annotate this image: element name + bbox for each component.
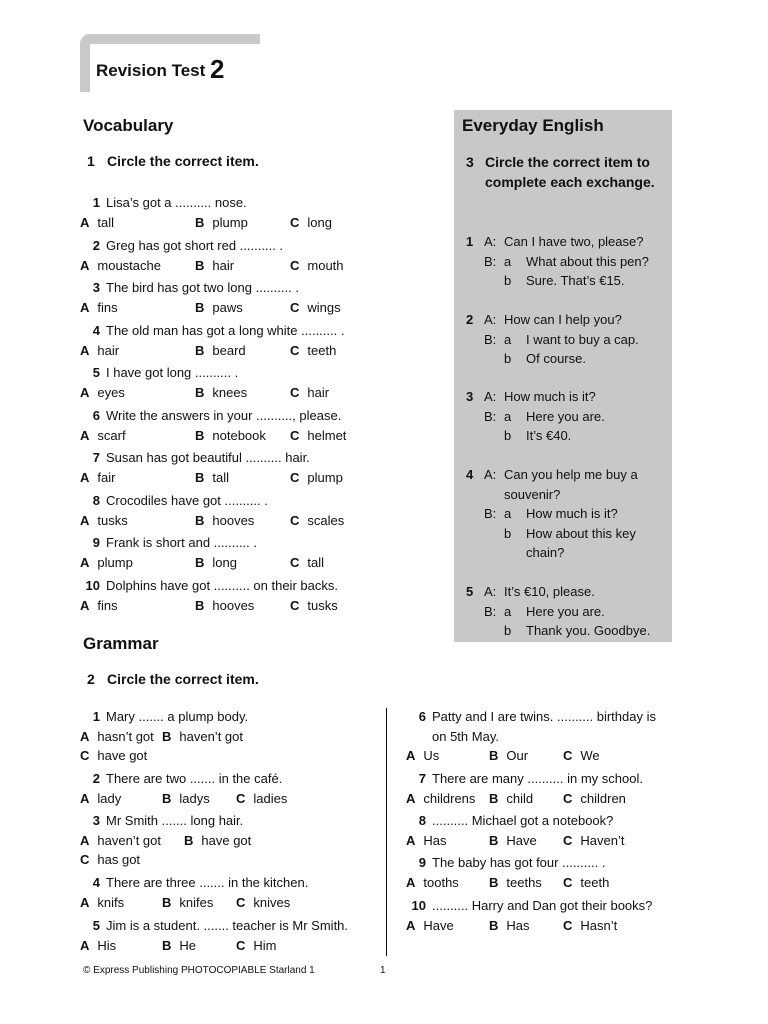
speaker-b-label: B: bbox=[484, 331, 497, 347]
response-option-b-letter: b bbox=[504, 351, 512, 367]
answer-option-c[interactable] bbox=[80, 850, 140, 870]
response-option-a-letter: a bbox=[504, 408, 512, 424]
question-text: Lisa’s got a .......... nose. bbox=[106, 195, 247, 210]
option-letter: C bbox=[290, 299, 300, 315]
answer-option-c[interactable] bbox=[563, 831, 624, 851]
answer-option-a[interactable] bbox=[406, 746, 439, 766]
option-letter: C bbox=[563, 832, 573, 848]
option-letter: C bbox=[80, 748, 90, 764]
response-option-a-letter: a bbox=[504, 331, 512, 347]
answer-option-b[interactable] bbox=[162, 727, 243, 747]
question-text: I have got long .......... . bbox=[106, 365, 239, 380]
answer-option-a[interactable] bbox=[80, 383, 125, 403]
grammar-instruction bbox=[87, 671, 259, 687]
speaker-b-label: B: bbox=[484, 506, 497, 522]
option-text: He bbox=[179, 937, 197, 953]
question-number: 8 bbox=[92, 493, 100, 508]
response-option-a-letter: a bbox=[504, 253, 512, 269]
option-text: Has bbox=[506, 917, 530, 933]
option-text: Have bbox=[423, 917, 454, 933]
question-item bbox=[80, 707, 380, 767]
question-text: Mary ....... a plump body. bbox=[106, 709, 249, 724]
answer-option-c[interactable] bbox=[290, 596, 338, 616]
question-text: There are two ....... in the café. bbox=[106, 771, 283, 786]
footer-page-number: 1 bbox=[380, 965, 386, 976]
response-option-a-text[interactable]: How much is it? bbox=[526, 506, 618, 522]
answer-option-b[interactable] bbox=[489, 916, 530, 936]
option-text: hooves bbox=[212, 597, 255, 613]
option-letter: A bbox=[80, 342, 90, 358]
question-text: The old man has got a long white .......... . bbox=[106, 323, 345, 338]
answer-option-b[interactable] bbox=[195, 596, 254, 616]
option-text: beard bbox=[212, 342, 246, 358]
option-letter: A bbox=[80, 728, 90, 744]
question-text: Mr Smith ....... long hair. bbox=[106, 813, 244, 828]
question-text: Jim is a student. ....... teacher is Mr Smith. bbox=[106, 918, 349, 933]
answer-option-c[interactable] bbox=[290, 383, 329, 403]
option-letter: B bbox=[162, 728, 172, 744]
option-text: haven’t got bbox=[179, 728, 243, 744]
option-letter: A bbox=[80, 512, 90, 528]
answer-option-c[interactable] bbox=[290, 553, 324, 573]
everyday-english-heading: Everyday English bbox=[462, 116, 604, 135]
question-number: 3 bbox=[92, 813, 100, 828]
option-text: tusks bbox=[307, 597, 338, 613]
option-letter: C bbox=[290, 214, 300, 230]
option-letter: C bbox=[290, 597, 300, 613]
question-text: .......... Harry and Dan got their books? bbox=[432, 898, 653, 913]
speaker-a-text: souvenir? bbox=[504, 486, 561, 502]
option-text: Has bbox=[423, 832, 447, 848]
page-title bbox=[96, 54, 224, 85]
answer-option-a[interactable] bbox=[80, 341, 119, 361]
response-option-b-letter: b bbox=[504, 623, 512, 639]
answer-option-c[interactable] bbox=[290, 298, 341, 318]
option-text: hasn’t got bbox=[97, 728, 154, 744]
response-option-a-text[interactable]: I want to buy a cap. bbox=[526, 331, 639, 347]
response-option-a-text[interactable]: What about this pen? bbox=[526, 253, 649, 269]
option-letter: B bbox=[489, 790, 499, 806]
response-option-b-letter: b bbox=[504, 428, 512, 444]
answer-option-b[interactable] bbox=[195, 256, 234, 276]
option-text: teeths bbox=[506, 874, 542, 890]
answer-option-a[interactable] bbox=[80, 511, 128, 531]
answer-option-c[interactable] bbox=[80, 746, 147, 766]
response-option-b-text[interactable]: Of course. bbox=[526, 351, 586, 367]
answer-option-b[interactable] bbox=[162, 936, 196, 956]
answer-option-c[interactable] bbox=[290, 468, 343, 488]
question-number: 5 bbox=[92, 918, 100, 933]
option-letter: C bbox=[290, 257, 300, 273]
question-text: The baby has got four .......... . bbox=[432, 855, 606, 870]
option-text: tall bbox=[212, 469, 230, 485]
exchange-number: 2 bbox=[466, 312, 474, 327]
answer-option-a[interactable] bbox=[80, 553, 133, 573]
answer-option-c[interactable] bbox=[290, 256, 344, 276]
option-letter: B bbox=[195, 384, 205, 400]
question-number: 4 bbox=[92, 323, 100, 338]
response-option-b-letter: b bbox=[504, 273, 512, 289]
question-text: Write the answers in your .........., please. bbox=[106, 408, 342, 423]
answer-option-b[interactable] bbox=[162, 789, 210, 809]
option-text: moustache bbox=[97, 257, 161, 273]
option-text: plump bbox=[212, 214, 248, 230]
option-text: have got bbox=[97, 748, 148, 764]
answer-option-a[interactable] bbox=[406, 789, 475, 809]
answer-option-a[interactable] bbox=[80, 256, 161, 276]
question-number: 2 bbox=[92, 238, 100, 253]
exchange-number: 5 bbox=[466, 584, 474, 599]
option-text: hair bbox=[212, 257, 235, 273]
option-text: knifs bbox=[97, 894, 125, 910]
answer-option-a[interactable] bbox=[80, 831, 161, 851]
answer-option-b[interactable] bbox=[195, 511, 254, 531]
question-text: Susan has got beautiful .......... hair. bbox=[106, 450, 310, 465]
answer-option-b[interactable] bbox=[195, 383, 247, 403]
question-text-continued: on 5th May. bbox=[432, 728, 499, 744]
option-letter: C bbox=[290, 342, 300, 358]
exchange-number: 4 bbox=[466, 467, 474, 482]
question-item bbox=[406, 896, 706, 956]
response-option-a-letter: a bbox=[504, 603, 512, 619]
option-letter: B bbox=[489, 874, 499, 890]
answer-option-a[interactable] bbox=[406, 873, 459, 893]
option-text: scales bbox=[307, 512, 345, 528]
answer-option-a[interactable] bbox=[80, 426, 126, 446]
column-divider bbox=[386, 708, 387, 956]
option-letter: B bbox=[489, 917, 499, 933]
footer-copyright: © Express Publishing PHOTOCOPIABLE Starland 1 bbox=[83, 965, 315, 976]
option-letter: A bbox=[80, 384, 90, 400]
question-number: 6 bbox=[418, 709, 426, 724]
option-text: notebook bbox=[212, 427, 266, 443]
option-letter: B bbox=[195, 427, 205, 443]
option-text: tooths bbox=[423, 874, 459, 890]
question-text: Frank is short and .......... . bbox=[106, 535, 257, 550]
question-text: Greg has got short red .......... . bbox=[106, 238, 284, 253]
question-text: There are three ....... in the kitchen. bbox=[106, 875, 309, 890]
instruction-text: Circle the correct item. bbox=[107, 153, 259, 169]
option-letter: A bbox=[80, 554, 90, 570]
answer-option-b[interactable] bbox=[489, 746, 528, 766]
answer-option-a[interactable] bbox=[80, 936, 116, 956]
answer-option-a[interactable] bbox=[80, 727, 154, 747]
option-letter: A bbox=[80, 832, 90, 848]
option-text: wings bbox=[307, 299, 341, 315]
vocabulary-instruction bbox=[87, 153, 259, 169]
option-letter: A bbox=[80, 597, 90, 613]
answer-option-a[interactable] bbox=[80, 298, 118, 318]
option-letter: C bbox=[563, 917, 573, 933]
instruction-number: 1 bbox=[87, 153, 95, 169]
option-letter: A bbox=[80, 469, 90, 485]
option-text: tall bbox=[97, 214, 115, 230]
answer-option-a[interactable] bbox=[80, 893, 124, 913]
option-letter: C bbox=[563, 748, 573, 764]
response-option-b-text[interactable]: chain? bbox=[526, 545, 565, 561]
option-text: Our bbox=[506, 748, 529, 764]
option-letter: A bbox=[406, 917, 416, 933]
answer-option-b[interactable] bbox=[184, 831, 251, 851]
question-number: 1 bbox=[92, 195, 100, 210]
option-letter: B bbox=[195, 597, 205, 613]
option-letter: A bbox=[80, 894, 90, 910]
response-option-b-text[interactable]: How about this key bbox=[526, 525, 636, 541]
option-text: tall bbox=[307, 554, 325, 570]
option-text: hair bbox=[97, 342, 120, 358]
option-text: knees bbox=[212, 384, 248, 400]
instruction-text: Circle the correct item to complete each exchange. bbox=[485, 154, 655, 190]
question-number: 5 bbox=[92, 365, 100, 380]
speaker-a-text: Can you help me buy a bbox=[504, 467, 638, 482]
question-number: 4 bbox=[92, 875, 100, 890]
title-text: Revision Test bbox=[96, 61, 206, 80]
answer-option-c[interactable] bbox=[563, 916, 617, 936]
question-text: Patty and I are twins. .......... birthday is bbox=[432, 709, 656, 724]
title-number: 2 bbox=[210, 54, 225, 84]
answer-option-c[interactable] bbox=[290, 426, 346, 446]
question-text: There are many .......... in my school. bbox=[432, 771, 643, 786]
option-letter: C bbox=[290, 427, 300, 443]
option-text: His bbox=[97, 937, 117, 953]
speaker-b-label: B: bbox=[484, 603, 497, 619]
answer-option-a[interactable] bbox=[80, 468, 115, 488]
option-letter: A bbox=[406, 874, 416, 890]
question-number: 10 bbox=[411, 898, 426, 913]
response-option-b-text[interactable]: Sure. That’s €15. bbox=[526, 273, 625, 289]
answer-option-b[interactable] bbox=[195, 553, 237, 573]
question-item bbox=[406, 707, 706, 767]
answer-option-c[interactable] bbox=[563, 789, 626, 809]
option-letter: B bbox=[195, 299, 205, 315]
exchange-number: 1 bbox=[466, 234, 474, 249]
option-text: paws bbox=[212, 299, 243, 315]
option-text: knifes bbox=[179, 894, 214, 910]
instruction-number: 2 bbox=[87, 671, 95, 687]
option-text: have got bbox=[201, 832, 252, 848]
question-item bbox=[80, 576, 380, 636]
answer-option-c[interactable] bbox=[290, 511, 344, 531]
answer-option-c[interactable] bbox=[236, 936, 277, 956]
option-letter: A bbox=[80, 937, 90, 953]
answer-option-b[interactable] bbox=[195, 468, 229, 488]
option-letter: B bbox=[162, 790, 172, 806]
option-letter: A bbox=[80, 427, 90, 443]
instruction-text: Circle the correct item. bbox=[107, 671, 259, 687]
option-letter: C bbox=[290, 554, 300, 570]
option-text: fins bbox=[97, 597, 118, 613]
question-item bbox=[80, 811, 380, 871]
option-letter: B bbox=[195, 257, 205, 273]
option-text: knives bbox=[253, 894, 291, 910]
option-text: eyes bbox=[97, 384, 125, 400]
option-letter: C bbox=[563, 790, 573, 806]
speaker-a-text: How much is it? bbox=[504, 389, 596, 404]
answer-option-a[interactable] bbox=[80, 213, 114, 233]
response-option-a-letter: a bbox=[504, 506, 512, 522]
option-text: teeth bbox=[307, 342, 337, 358]
question-number: 7 bbox=[92, 450, 100, 465]
response-option-b-text[interactable]: Thank you. Goodbye. bbox=[526, 623, 651, 639]
vocabulary-heading: Vocabulary bbox=[83, 116, 174, 135]
speaker-b-label: B: bbox=[484, 253, 497, 269]
answer-option-c[interactable] bbox=[236, 789, 287, 809]
answer-option-c[interactable] bbox=[236, 893, 290, 913]
answer-option-a[interactable] bbox=[406, 831, 447, 851]
answer-option-b[interactable] bbox=[195, 426, 266, 446]
option-text: children bbox=[580, 790, 626, 806]
option-letter: B bbox=[184, 832, 194, 848]
option-letter: B bbox=[162, 937, 172, 953]
option-text: Us bbox=[423, 748, 440, 764]
option-text: Him bbox=[253, 937, 277, 953]
option-text: fair bbox=[97, 469, 116, 485]
option-letter: A bbox=[80, 257, 90, 273]
option-text: has got bbox=[97, 852, 141, 868]
speaker-a-label: A: bbox=[484, 234, 497, 249]
option-text: Have bbox=[506, 832, 537, 848]
question-text: Crocodiles have got .......... . bbox=[106, 493, 268, 508]
question-number: 8 bbox=[418, 813, 426, 828]
option-letter: A bbox=[406, 832, 416, 848]
answer-option-b[interactable] bbox=[195, 213, 248, 233]
answer-option-c[interactable] bbox=[290, 341, 336, 361]
question-text: The bird has got two long .......... . bbox=[106, 280, 299, 295]
option-text: teeth bbox=[580, 874, 610, 890]
exchange-item bbox=[462, 465, 672, 585]
option-letter: C bbox=[290, 512, 300, 528]
option-text: We bbox=[580, 748, 600, 764]
answer-option-a[interactable] bbox=[406, 916, 454, 936]
response-option-b-text[interactable]: It’s €40. bbox=[526, 428, 572, 444]
answer-option-c[interactable] bbox=[290, 213, 332, 233]
response-option-a-text[interactable]: Here you are. bbox=[526, 408, 605, 424]
question-number: 10 bbox=[85, 578, 100, 593]
speaker-a-text: It’s €10, please. bbox=[504, 584, 595, 599]
speaker-a-label: A: bbox=[484, 467, 497, 482]
exchange-item bbox=[462, 582, 672, 702]
answer-option-c[interactable] bbox=[563, 873, 609, 893]
option-letter: B bbox=[489, 748, 499, 764]
option-text: fins bbox=[97, 299, 118, 315]
option-text: scarf bbox=[97, 427, 126, 443]
option-letter: C bbox=[290, 384, 300, 400]
option-letter: A bbox=[80, 790, 90, 806]
grammar-heading: Grammar bbox=[83, 634, 159, 653]
answer-option-b[interactable] bbox=[195, 298, 243, 318]
option-text: tusks bbox=[97, 512, 128, 528]
speaker-a-label: A: bbox=[484, 584, 497, 599]
answer-option-a[interactable] bbox=[80, 596, 118, 616]
question-number: 7 bbox=[418, 771, 426, 786]
response-option-a-text[interactable]: Here you are. bbox=[526, 603, 605, 619]
option-letter: A bbox=[406, 790, 416, 806]
question-text: Dolphins have got .......... on their backs. bbox=[106, 578, 338, 593]
answer-option-b[interactable] bbox=[489, 831, 537, 851]
speaker-a-label: A: bbox=[484, 312, 497, 327]
option-letter: A bbox=[406, 748, 416, 764]
question-number: 2 bbox=[92, 771, 100, 786]
speaker-a-label: A: bbox=[484, 389, 497, 404]
option-text: hair bbox=[307, 384, 330, 400]
question-number: 9 bbox=[92, 535, 100, 550]
question-text: .......... Michael got a notebook? bbox=[432, 813, 614, 828]
option-text: long bbox=[307, 214, 332, 230]
option-letter: B bbox=[195, 214, 205, 230]
answer-option-b[interactable] bbox=[162, 893, 213, 913]
option-letter: C bbox=[563, 874, 573, 890]
instruction-number: 3 bbox=[466, 154, 474, 170]
answer-option-c[interactable] bbox=[563, 746, 600, 766]
option-text: hooves bbox=[212, 512, 255, 528]
answer-option-b[interactable] bbox=[489, 789, 533, 809]
speaker-b-label: B: bbox=[484, 408, 497, 424]
option-text: ladys bbox=[179, 790, 210, 806]
speaker-a-text: Can I have two, please? bbox=[504, 234, 644, 249]
option-letter: B bbox=[195, 512, 205, 528]
response-option-b-letter: b bbox=[504, 525, 512, 541]
option-text: plump bbox=[307, 469, 343, 485]
option-text: plump bbox=[97, 554, 133, 570]
option-text: lady bbox=[97, 790, 122, 806]
answer-option-b[interactable] bbox=[489, 873, 542, 893]
option-letter: B bbox=[489, 832, 499, 848]
question-number: 9 bbox=[418, 855, 426, 870]
option-text: child bbox=[506, 790, 534, 806]
question-number: 1 bbox=[92, 709, 100, 724]
option-letter: A bbox=[80, 299, 90, 315]
option-letter: C bbox=[80, 852, 90, 868]
answer-option-a[interactable] bbox=[80, 789, 121, 809]
option-text: long bbox=[212, 554, 237, 570]
answer-option-b[interactable] bbox=[195, 341, 246, 361]
option-letter: B bbox=[162, 894, 172, 910]
option-letter: C bbox=[236, 790, 246, 806]
option-text: ladies bbox=[253, 790, 288, 806]
question-number: 3 bbox=[92, 280, 100, 295]
option-letter: B bbox=[195, 554, 205, 570]
option-letter: C bbox=[290, 469, 300, 485]
option-text: Haven’t bbox=[580, 832, 625, 848]
speaker-a-text: How can I help you? bbox=[504, 312, 622, 327]
exchange-number: 3 bbox=[466, 389, 474, 404]
option-text: childrens bbox=[423, 790, 476, 806]
option-letter: B bbox=[195, 342, 205, 358]
option-text: mouth bbox=[307, 257, 344, 273]
option-text: Hasn’t bbox=[580, 917, 618, 933]
option-text: haven’t got bbox=[97, 832, 161, 848]
option-letter: B bbox=[195, 469, 205, 485]
option-letter: C bbox=[236, 937, 246, 953]
option-letter: C bbox=[236, 894, 246, 910]
option-text: helmet bbox=[307, 427, 347, 443]
question-number: 6 bbox=[92, 408, 100, 423]
option-letter: A bbox=[80, 214, 90, 230]
